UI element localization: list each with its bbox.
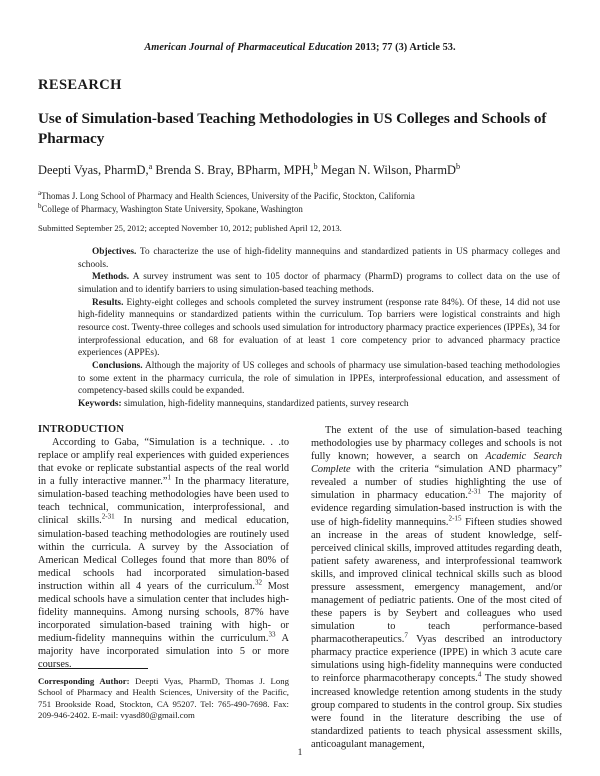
citation-ref-7: 7 <box>404 631 408 640</box>
abstract-objectives <box>78 246 560 271</box>
heading-introduction: INTRODUCTION <box>38 424 125 435</box>
abstract-keywords <box>78 398 560 411</box>
footnote-body: Deepti Vyas, PharmD, Thomas J. Long School of Pharmacy and Health Sciences, University of the Pacific, 751 Brookside Road, Stockton, CA 95207. Tel: 765-490-7698. Fax: 209-946-2402. E-mail: vyasd80@gmail.com <box>38 676 289 720</box>
author-2: Brenda S. Bray, BPharm, MPH, <box>152 163 314 178</box>
right-text-b: with the criteria “simulation AND pharmacy” revealed a number of studies highlighting the use of simulation in pharmacy education. <box>311 464 562 502</box>
abstract <box>78 246 560 411</box>
running-head <box>0 0 600 53</box>
right-text-c: The majority of evidence regarding simulation-based instruction is with the use of high-fidelity mannequins. <box>311 490 562 528</box>
abstract-conclusions-label: Conclusions. <box>92 361 143 372</box>
intro-text-e: A majority have incorporated simulation into 5 or more courses. <box>38 633 289 671</box>
citation-ref-32: 32 <box>254 578 263 587</box>
right-text-e: Vyas described an introductory pharmacy practice experience (IPPE) in which 3 acute care simulations using high-fidelity mannequins were conducted to reinforce pharmacotherapy concepts. <box>311 634 562 685</box>
footnote-divider <box>38 668 148 669</box>
abstract-keywords-label: Keywords: <box>78 399 122 409</box>
footnote-text <box>38 676 289 721</box>
affiliation-a-text: Thomas J. Long School of Pharmacy and Health Sciences, University of the Pacific, Stockton, California <box>41 191 415 202</box>
affiliation-list <box>38 190 562 215</box>
citation-ref-4: 4 <box>477 671 482 680</box>
citation-ref-1: 1 <box>167 473 172 482</box>
intro-text-b: In the pharmacy literature, simulation-based teaching methodologies have been used to teach technical, communication, interprofessional, and clinical skills. <box>38 476 289 527</box>
corresponding-author-footnote <box>38 668 289 721</box>
body-column-right <box>311 424 562 751</box>
abstract-objectives-label: Objectives. <box>92 247 137 258</box>
abstract-results <box>78 297 560 360</box>
affiliation-b-marker: b <box>38 201 42 210</box>
author-list <box>38 162 562 178</box>
abstract-methods <box>78 271 560 296</box>
author-1-affiliation-marker: a <box>148 162 153 171</box>
intro-text-d: Most medical schools have a simulation center that includes high-fidelity mannequins. Among nursing schools, 87% have incorporated simulation-based training with high- or medium-fidelity mannequins within the curriculum. <box>38 580 289 645</box>
right-text-a: The extent of the use of simulation-based teaching methodologies use by pharmacy colleges and schools is not fully known; however, a search on <box>311 425 562 463</box>
author-2-affiliation-marker: b <box>313 162 318 171</box>
abstract-methods-text: A survey instrument was sent to 105 doctor of pharmacy (PharmD) programs to collect data on the use of simulation and to identify barriers to using simulation-based teaching methods. <box>78 272 560 296</box>
abstract-methods-label: Methods. <box>92 272 130 283</box>
affiliation-b-text: College of Pharmacy, Washington State University, Spokane, Washington <box>41 203 303 214</box>
abstract-conclusions <box>78 360 560 398</box>
journal-citation: 2013; 77 (3) Article 53. <box>352 42 456 53</box>
page-title: Use of Simulation-based Teaching Methodologies in US Colleges and Schools of Pharmacy <box>38 110 547 148</box>
citation-ref-33: 33 <box>268 630 276 639</box>
citation-ref-2-15: 2-15 <box>448 514 462 523</box>
intro-text-a: According to Gaba, “Simulation is a technique. . .to replace or amplify real experiences with guided experiences that evoke or replicate substantial aspects of the real world in a fully interactive manner.” <box>38 437 289 488</box>
abstract-keywords-text: simulation, high-fidelity mannequins, standardized patients, survey research <box>121 399 409 409</box>
footnote-label: Corresponding Author: <box>38 676 130 686</box>
paragraph-introduction-right <box>311 424 562 751</box>
abstract-conclusions-text: Although the majority of US colleges and schools of pharmacy use simulation-based teaching methodologies to some extent in the pharmacy curricula, the role of simulation in IPPEs, interprofessional education, and assessment of competency-based skills could be expanded. <box>78 361 560 397</box>
section-label-research: RESEARCH <box>38 77 122 93</box>
citation-ref-2-31-right: 2-31 <box>467 487 481 496</box>
page-number: 1 <box>297 748 303 758</box>
citation-ref-2-31: 2-31 <box>101 513 115 522</box>
abstract-results-text: Eighty-eight colleges and schools completed the survey instrument (response rate 84%). Of these, 14 did not use high-fidelity mannequins or standardized patients within the curriculum. Top barriers were logistical constraints and high resource cost. Twenty-three colleges and schools used simulation for introductory pharmacy practice experiences (IPPEs), 34 for interprofessional education, and 68 for evaluation of at least 1 core competency prior to advanced pharmacy practice experiences (APPEs). <box>78 297 560 359</box>
affiliation-a-marker: a <box>38 189 42 198</box>
author-1: Deepti Vyas, PharmD, <box>38 163 149 178</box>
paragraph-introduction-left <box>38 436 289 671</box>
submission-dates: Submitted September 25, 2012; accepted November 10, 2012; published April 12, 2013. <box>38 222 342 233</box>
intro-text-c: In nursing and medical education, simulation-based teaching methodologies are routinely used within the curricula. A survey by the Association of American Medical Colleges found that more than 80% of medical schools had incorporated simulation-based instruction within all 4 years of the curriculum. <box>38 515 289 592</box>
author-3: Megan N. Wilson, PharmD <box>317 163 456 178</box>
database-name: Academic Search Complete <box>311 451 562 476</box>
affiliation-b <box>38 203 562 216</box>
affiliation-a <box>38 190 562 203</box>
journal-name: American Journal of Pharmaceutical Education <box>144 42 353 53</box>
right-text-d: Fifteen studies showed an increase in the areas of student knowledge, self-perceived clinical skills, improved attitudes regarding death, patient safety awareness, and interprofessional teamwork skills, and improved clinical technical skills such as blood pressure assessment, emergency management, and/or management of pediatric patients. One of the most cited of these papers is by Seybert and colleagues who used simulation to teach performance-based pharmacotherapeutics. <box>311 516 562 646</box>
abstract-objectives-text: To characterize the use of high-fidelity mannequins and standardized patients in US pharmacy colleges and schools. <box>78 247 560 270</box>
abstract-results-label: Results. <box>92 297 124 308</box>
right-text-f: The study showed increased knowledge retention among students in the study group compared to students in the control group. Six studies were found in the literature describing the use of standardized patients to teach physical assessment skills, anticoagulant management, <box>311 673 563 750</box>
author-3-affiliation-marker: b <box>455 162 461 171</box>
